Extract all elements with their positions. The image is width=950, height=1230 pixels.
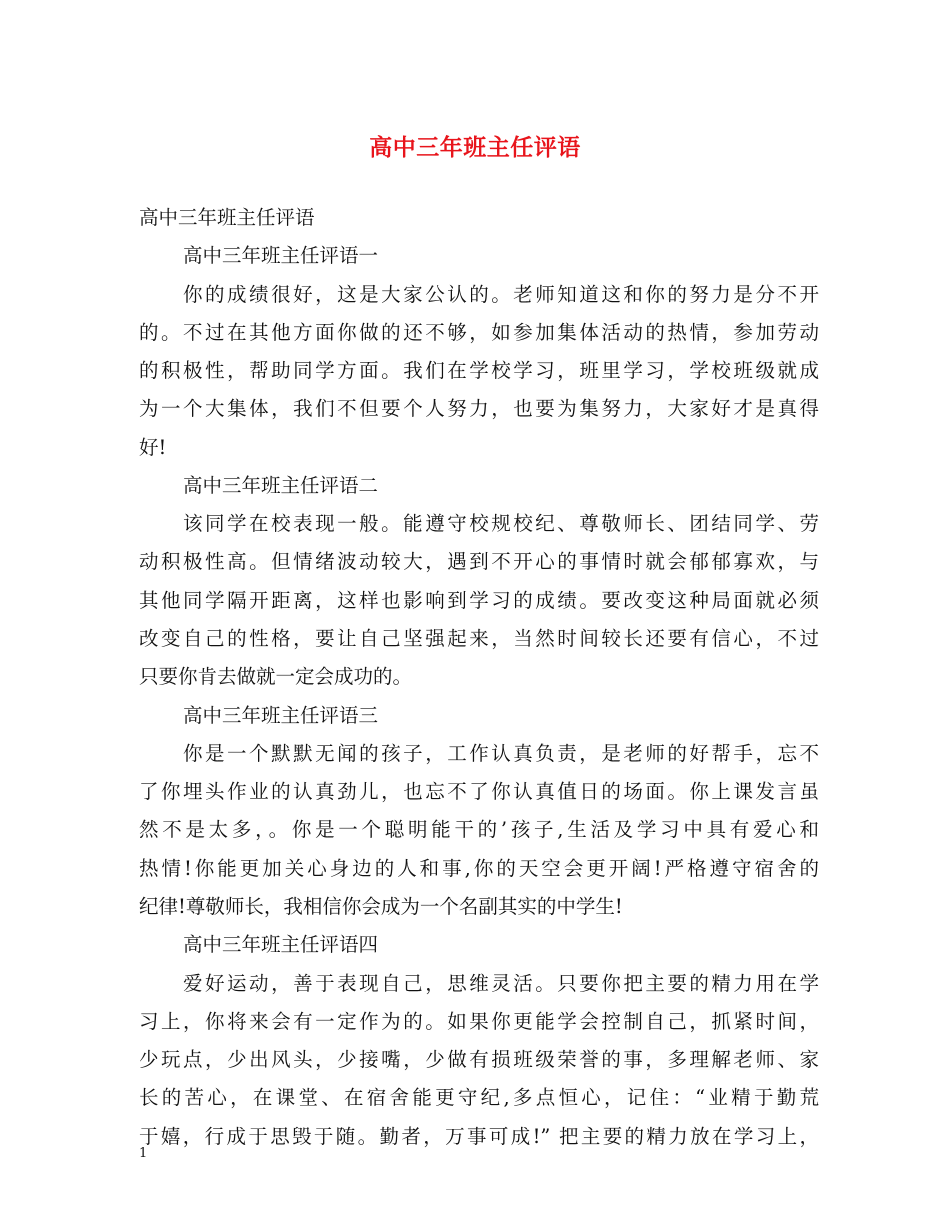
paragraph-line: 好! xyxy=(139,436,167,459)
paragraph-line: 然不是太多，。你是一个聪明能干的’孩子,生活及学习中具有爱心和 xyxy=(139,818,819,841)
paragraph-line: 的积极性，帮助同学方面。我们在学校学习，班里学习，学校班级就成 xyxy=(139,359,819,382)
paragraph-line: 动积极性高。但情绪波动较大，遇到不开心的事情时就会郁郁寡欢，与 xyxy=(139,550,819,573)
paragraph-line: 爱好运动，善于表现自己，思维灵活。只要你把主要的精力用在学 xyxy=(183,972,819,995)
heading-line: 高中三年班主任评语 xyxy=(139,206,315,229)
paragraph-line: 的。不过在其他方面你做的还不够，如参加集体活动的热情，参加劳动 xyxy=(139,321,819,344)
section-heading-4: 高中三年班主任评语四 xyxy=(183,933,379,956)
paragraph-line: 于嬉，行成于思毁于随。勤者，万事可成!” 把主要的精力放在学习上， xyxy=(139,1125,819,1148)
paragraph-line: 了你埋头作业的认真劲儿，也忘不了你认真值日的场面。你上课发言虽 xyxy=(139,780,819,803)
section-heading-2: 高中三年班主任评语二 xyxy=(183,474,379,497)
paragraph-line: 你是一个默默无闻的孩子，工作认真负责，是老师的好帮手，忘不 xyxy=(183,742,819,765)
document-title: 高中三年班主任评语 xyxy=(369,134,581,161)
paragraph-line: 只要你肯去做就一定会成功的。 xyxy=(139,665,413,688)
paragraph-line: 该同学在校表现一般。能遵守校规校纪、尊敬师长、团结同学、劳 xyxy=(183,512,819,535)
paragraph-line: 你的成绩很好，这是大家公认的。老师知道这和你的努力是分不开 xyxy=(183,283,819,306)
paragraph-line: 习上，你将来会有一定作为的。如果你更能学会控制自己，抓紧时间， xyxy=(139,1010,819,1033)
paragraph-line: 纪律!尊敬师长，我相信你会成为一个名副其实的中学生! xyxy=(139,895,623,918)
page-number: 1 xyxy=(139,1146,148,1161)
paragraph-line: 改变自己的性格，要让自己坚强起来，当然时间较长还要有信心，不过 xyxy=(139,627,819,650)
section-heading-1: 高中三年班主任评语一 xyxy=(183,244,379,267)
paragraph-line: 长的苦心，在课堂、在宿舍能更守纪,多点恒心，记住：“业精于勤荒 xyxy=(139,1086,819,1109)
section-heading-3: 高中三年班主任评语三 xyxy=(183,704,379,727)
paragraph-line: 少玩点，少出风头，少接嘴，少做有损班级荣誉的事，多理解老师、家 xyxy=(139,1048,819,1071)
paragraph-line: 为一个大集体，我们不但要个人努力，也要为集努力，大家好才是真得 xyxy=(139,397,819,420)
paragraph-line: 热情!你能更加关心身边的人和事,你的天空会更开阔!严格遵守宿舍的 xyxy=(139,857,819,880)
paragraph-line: 其他同学隔开距离，这样也影响到学习的成绩。要改变这种局面就必须 xyxy=(139,589,819,612)
